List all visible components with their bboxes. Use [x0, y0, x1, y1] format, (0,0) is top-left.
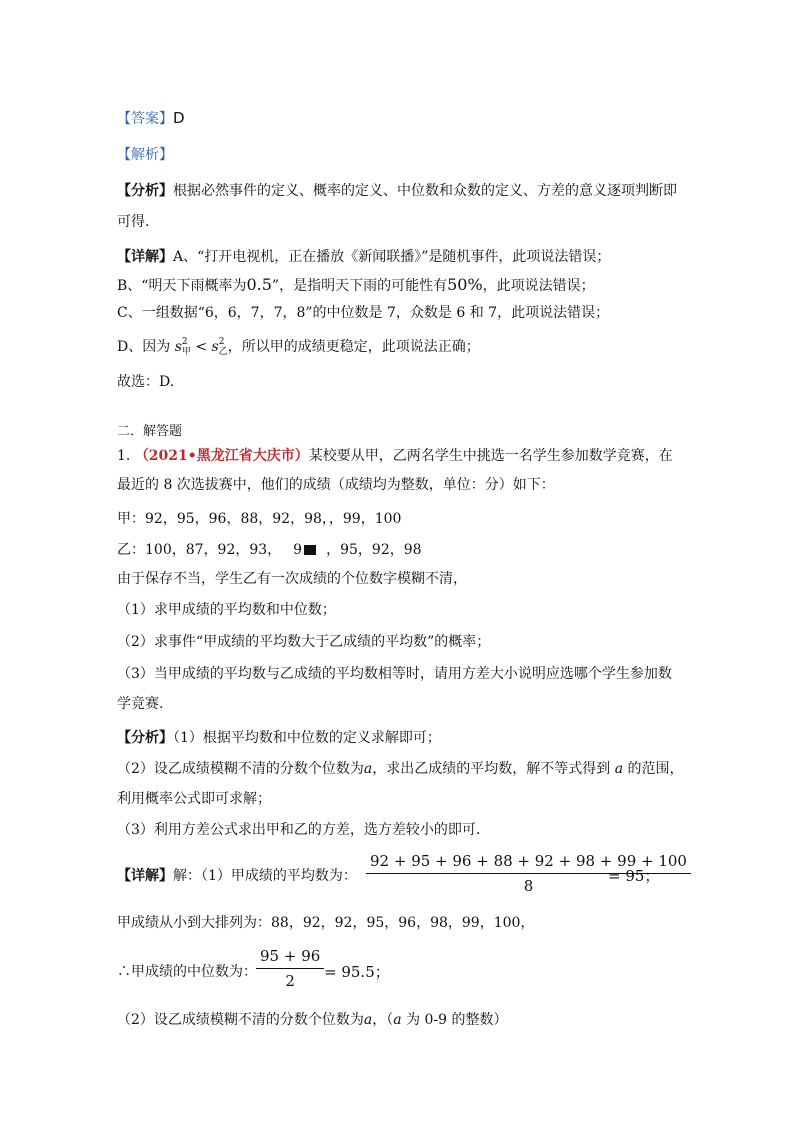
q1-option-b-prob: 0.5: [246, 275, 272, 294]
q1-option-b-part3: ，此项说法错误；: [482, 278, 595, 294]
mean-numerator: 92 + 95 + 96 + 88 + 92 + 98 + 99 + 100: [366, 852, 691, 874]
q2-stem-line1: [117, 446, 673, 466]
q2-last-b: ，（: [372, 1012, 394, 1028]
q2-median-prefix: ∴甲成绩的中位数为：: [117, 964, 257, 980]
variance-jia-symbol: s: [174, 339, 182, 355]
blurred-digit-blot: [304, 545, 316, 555]
q2-xiangjie-tag: 【详解】: [117, 868, 173, 884]
q2-subquestion-3-line1: （3）当甲成绩的平均数与乙成绩的平均数相等时，请用方差大小说明应选哪个学生参加数: [117, 666, 672, 682]
section-title: 二．解答题: [117, 424, 183, 439]
var-a: a: [614, 761, 624, 777]
median-result: = 95.5；: [324, 963, 390, 981]
variance-yi-symbol: s: [211, 339, 219, 355]
q2-last-a: （2）设乙成绩模糊不清的分数个位数为: [117, 1012, 364, 1028]
var-a: a: [363, 1012, 373, 1028]
q2-analysis-line2: [117, 759, 684, 779]
q2-yi-scores-part1: 乙：100，87，92，93，: [117, 542, 282, 558]
variance-yi-sup: 2: [218, 337, 225, 347]
q1-conclusion: 故选：D.: [117, 374, 175, 390]
q2-fenxi-tag: 【分析】: [117, 730, 173, 746]
variance-yi-sub: 乙: [218, 347, 228, 357]
q1-option-d: [117, 337, 480, 357]
answer-tag: 【答案】: [117, 111, 173, 127]
variance-jia-sup: 2: [181, 337, 188, 347]
var-a: a: [393, 1012, 402, 1028]
q2-subquestion-1: （1）求甲成绩的平均数和中位数；: [117, 602, 336, 618]
q2-yi-blurred-digit: 9: [293, 542, 303, 558]
q1-option-b-percent: 50%: [447, 275, 483, 294]
q2-yi-scores-part2: ，95，92，98: [326, 542, 422, 558]
q2-analysis-line3: 利用概率公式即可求解；: [117, 791, 271, 807]
var-a: a: [363, 761, 373, 777]
less-than-sign: <: [195, 339, 208, 355]
q1-analysis-line1: [117, 181, 677, 201]
q1-option-d-part1: D、因为: [117, 339, 171, 355]
mean-result: = 95；: [608, 867, 660, 885]
q1-detail-a: [117, 247, 610, 267]
q2-analysis-line1: [117, 728, 441, 748]
q2-source: （2021•黑龙江省大庆市）: [134, 448, 309, 464]
q2-stem-line2: 最近的 8 次选拔赛中，他们的成绩（成绩均为整数，单位：分）如下：: [117, 477, 555, 493]
q2-fenxi-2c: 的范围，: [627, 761, 684, 777]
analysis-header: 【解析】: [117, 147, 173, 163]
q1-option-b: [117, 275, 595, 296]
q2-last-c: 为 0-9 的整数）: [406, 1012, 508, 1028]
q1-option-b-part2: ”，是指明天下雨的可能性有: [271, 278, 448, 294]
q2-fenxi-2b: ，求出乙成绩的平均数，解不等式得到: [372, 761, 611, 777]
q1-xiangjie-tag: 【详解】: [117, 249, 173, 265]
q2-subquestion-3-line2: 学竞赛.: [117, 696, 164, 712]
variance-jia-sub: 甲: [181, 347, 191, 357]
q1-option-a: A、“打开电视机，正在播放《新闻联播》”是随机事件，此项说法错误；: [173, 249, 611, 265]
q2-stem-part1: 某校要从甲，乙两名学生中挑选一名学生参加数学竞赛，在: [308, 448, 673, 464]
median-numerator: 95 + 96: [256, 947, 324, 969]
q1-fenxi-tag: 【分析】: [117, 183, 173, 199]
q1-option-c: C、一组数据“6，6，7，7，8”的中位数是 7，众数是 6 和 7，此项说法错误；: [117, 305, 610, 321]
q2-detail-line1: [117, 866, 357, 886]
median-denominator: 2: [285, 972, 295, 990]
q2-fenxi-1: （1）根据平均数和中位数的定义求解即可；: [173, 730, 441, 746]
q1-option-d-part2: ，所以甲的成绩更稳定，此项说法正确；: [227, 339, 480, 355]
mean-denominator: 8: [523, 877, 534, 895]
q2-jia-scores: 甲：92，95，96，88，92，98，，99，100: [117, 511, 402, 527]
q2-xiangjie-1: 解：（1）甲成绩的平均数为：: [173, 868, 357, 884]
q2-sorted: 甲成绩从小到大排列为：88，92，92，95，96，98，99，100，: [117, 915, 535, 931]
answer-line: [117, 108, 185, 129]
q2-number: 1.: [117, 448, 131, 464]
q2-subquestion-2: （2）求事件“甲成绩的平均数大于乙成绩的平均数”的概率；: [117, 634, 491, 650]
q2-yi-scores: [117, 540, 422, 560]
median-fraction: [256, 947, 324, 990]
q2-detail-2: [117, 1010, 508, 1030]
q2-note: 由于保存不当，学生乙有一次成绩的个位数字模糊不清，: [117, 571, 467, 587]
answer-value: D: [173, 109, 185, 127]
q2-fenxi-2a: （2）设乙成绩模糊不清的分数个位数为: [117, 761, 364, 777]
q1-analysis-line2: 可得.: [117, 214, 150, 230]
q1-option-b-part1: B、“明天下雨概率为: [117, 278, 247, 294]
q1-fenxi-text: 根据必然事件的定义、概率的定义、中位数和众数的定义、方差的意义逐项判断即: [173, 183, 677, 199]
q2-analysis-line4: （3）利用方差公式求出甲和乙的方差，选方差较小的即可.: [117, 822, 481, 838]
